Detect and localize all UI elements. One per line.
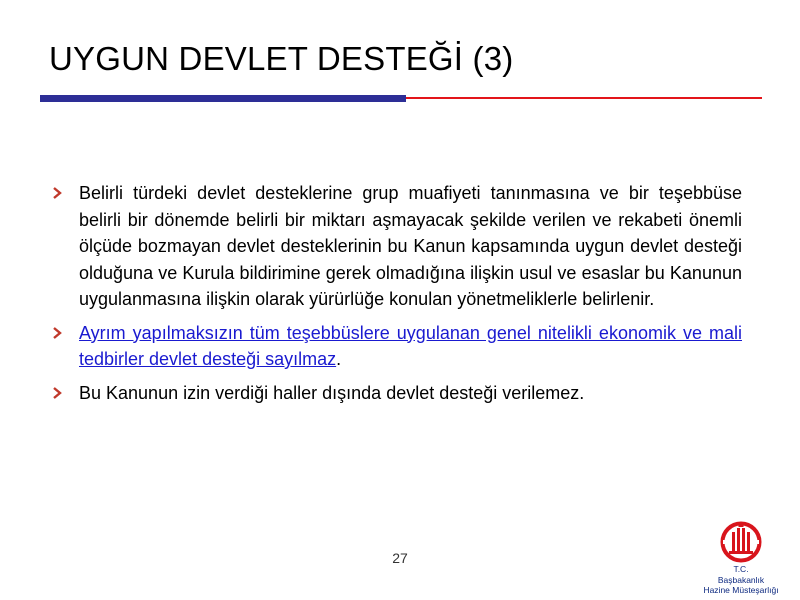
logo-caption-line2: Başbakanlık — [717, 574, 765, 585]
bullet-link-suffix: . — [336, 349, 342, 369]
arrow-bullet-icon — [52, 180, 66, 206]
bullet-item — [52, 180, 742, 313]
logo-caption-line1: T.C. — [733, 564, 749, 574]
logo-caption-line3: Hazine Müsteşarlığı — [703, 585, 779, 595]
logo-caption — [696, 564, 786, 596]
hazine-mustesarligi-logo-icon — [715, 520, 767, 564]
title-divider-blue — [40, 95, 406, 102]
page-number: 27 — [392, 550, 408, 566]
arrow-bullet-icon — [52, 380, 66, 406]
bullet-list — [52, 180, 742, 413]
title-divider — [40, 95, 762, 103]
hazine-logo — [696, 520, 786, 598]
bullet-item — [52, 380, 742, 407]
bullet-text: Belirli türdeki devlet desteklerine grup muafiyeti tanınmasına ve bir teşebbüse belirli bir dönemde belirli bir miktarı aşmayacak şekilde verilen ve rekabeti önemli ölçüde bozmayan devlet desteklerinin bu Kanun kapsamında uygun devlet desteği olduğuna ve Kurula bildirimine gerek olmadığına ilişkin usul ve esaslar bu Kanunun uygulanmasına ilişkin olarak yürürlüğe konulan yönetmeliklerle belirlenir. — [79, 183, 742, 309]
slide-title: UYGUN DEVLET DESTEĞİ (3) — [49, 40, 514, 77]
bullet-item — [52, 320, 742, 373]
bullet-text: Bu Kanunun izin verdiği haller dışında devlet desteği verilemez. — [79, 382, 585, 403]
title-divider-red — [406, 97, 762, 99]
bullet-link[interactable]: Ayrım yapılmaksızın tüm teşebbüslere uygulanan genel nitelikli ekonomik ve mali tedbirler devlet desteği sayılmaz — [79, 322, 742, 369]
arrow-bullet-icon — [52, 320, 66, 346]
